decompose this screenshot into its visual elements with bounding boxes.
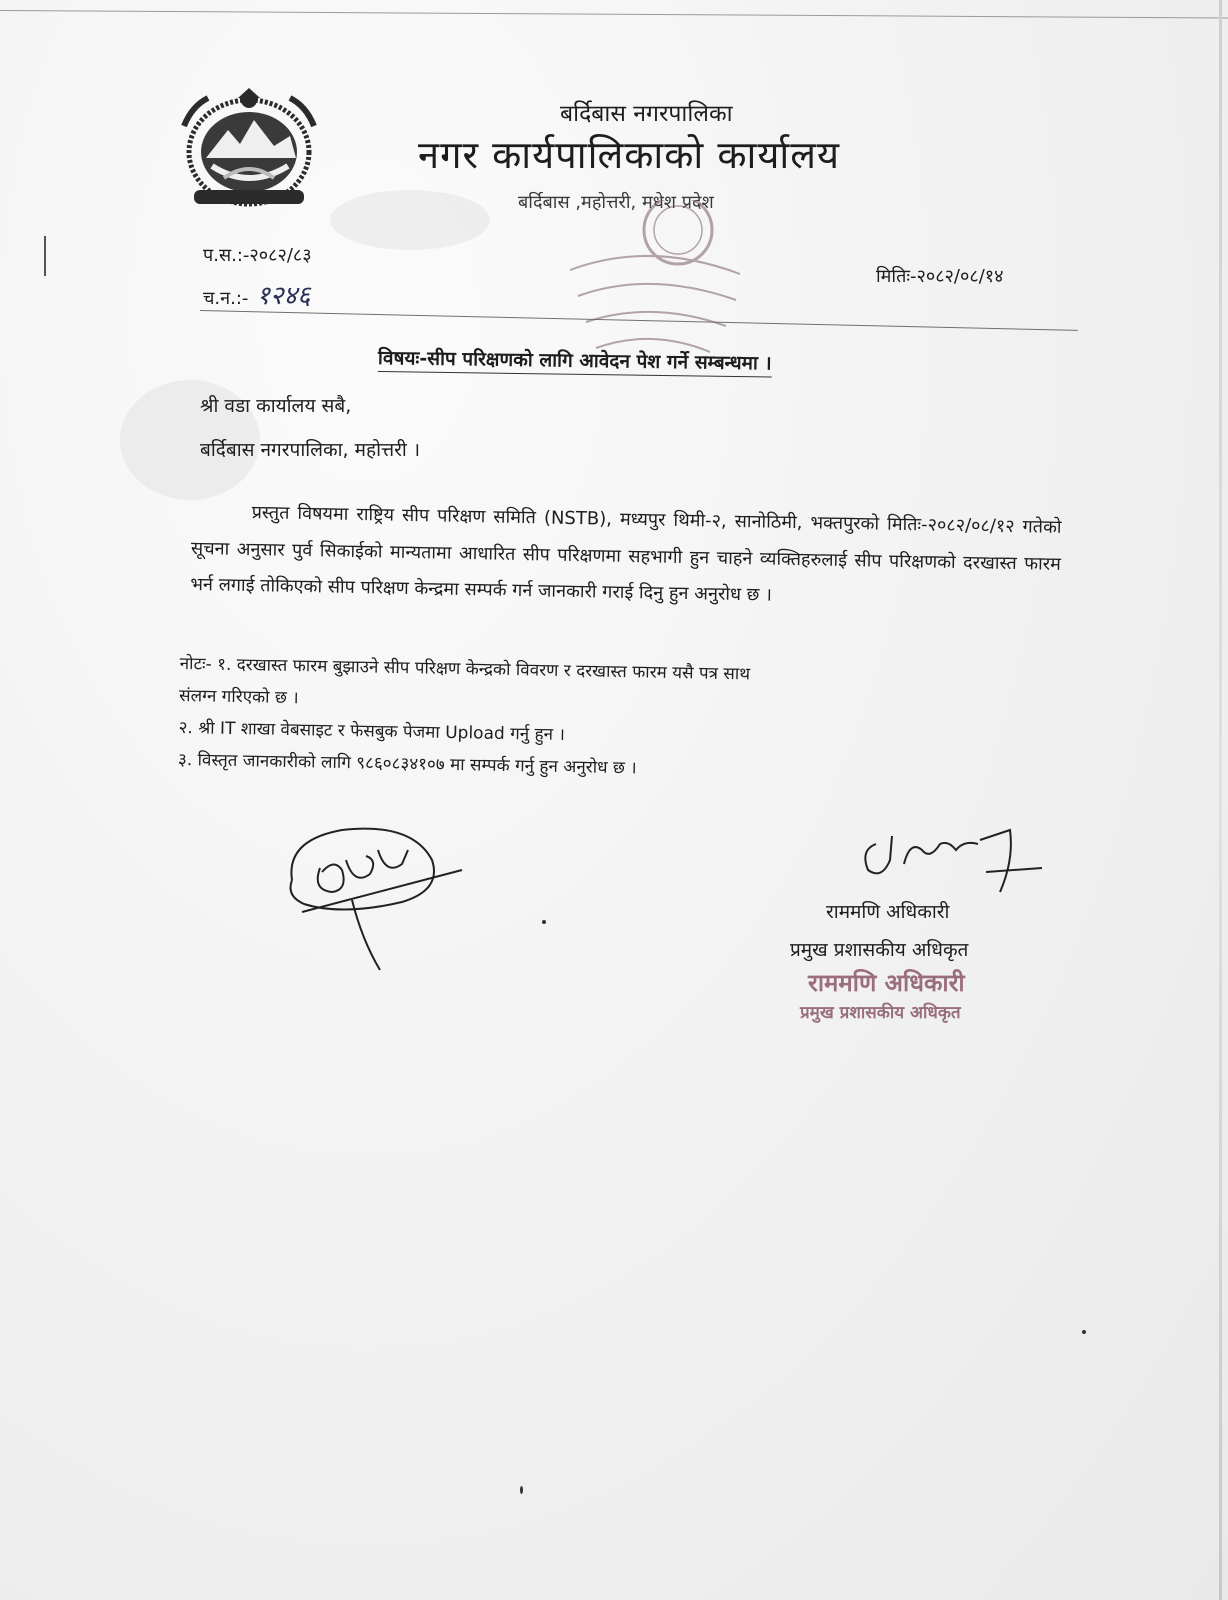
- margin-mark: [44, 236, 46, 276]
- signatory-title: प्रमुख प्रशासकीय अधिकृत: [790, 939, 969, 961]
- top-edge-line: [0, 10, 1228, 19]
- page-edge-shadow: [1219, 0, 1222, 1600]
- letter-date: मितिः-२०८२/०८/१४: [876, 266, 1004, 287]
- officer-signature: [860, 820, 1060, 900]
- recipient-line-2: बर्दिबास नगरपालिका, महोत्तरी ।: [200, 439, 421, 461]
- left-signature: [282, 820, 482, 990]
- paper-smudge: [330, 190, 490, 250]
- title-stamp: प्रमुख प्रशासकीय अधिकृत: [800, 1003, 961, 1023]
- letter-reference-number: प.स.:-२०८२/८३: [203, 245, 312, 266]
- name-stamp: राममणि अधिकारी: [808, 968, 965, 997]
- note-3: ३. विस्तृत जानकारीको लागि ९८६०८३४१०७ मा सम्पर्क गर्नु हुन अनुरोध छ ।: [177, 749, 637, 779]
- office-round-stamp: [560, 200, 770, 370]
- signatory-name: राममणि अधिकारी: [826, 901, 950, 923]
- letter-body: [190, 494, 1062, 619]
- paper-speck: [542, 920, 546, 924]
- dispatch-number: [203, 276, 311, 312]
- paper-speck: [520, 1486, 523, 1494]
- dispatch-label: च.न.:-: [203, 288, 249, 309]
- office-address: बर्दिबास ,महोत्तरी, मधेश प्रदेश: [518, 192, 714, 213]
- nepal-emblem-icon: [178, 86, 320, 214]
- recipient-line-1: श्री वडा कार्यालय सबै,: [200, 395, 352, 417]
- note-1-line-2: संलग्न गरिएको छ ।: [178, 685, 299, 709]
- paper-speck: [1082, 1330, 1086, 1334]
- note-1-line-1: नोटः- १. दरखास्त फारम बुझाउने सीप परिक्षण केन्द्रको विवरण र दरखास्त फारम यसै पत्र साथ: [179, 653, 751, 685]
- letter-body-text: प्रस्तुत विषयमा राष्ट्रिय सीप परिक्षण समिति (NSTB), मध्यपुर थिमी-२, सानोठिमी, भक्तपुरको मितिः-२०८२/०८/१२ गतेको सूचना अनुसार पुर्व सिकाईको मान्यतामा आधारित सीप परिक्षणमा सहभागी हुन चाहने व्यक्तिहरुलाई सीप परिक्षणको दरखास्त फारम भर्न लगाई तोकिएको सीप परिक्षण केन्द्रमा सम्पर्क गर्न जानकारी गराई दिनु हुन अनुरोध छ ।: [190, 502, 1062, 606]
- office-title: नगर कार्यपालिकाको कार्यालय: [418, 133, 841, 177]
- dispatch-number-handwritten: १२४६: [256, 281, 311, 311]
- municipality-name: बर्दिबास नगरपालिका: [560, 101, 733, 127]
- letter-subject: विषयः-सीप परिक्षणको लागि आवेदन पेश गर्ने सम्बन्धमा ।: [378, 344, 772, 377]
- letter-notes: [178, 648, 1060, 792]
- note-2: २. श्री IT शाखा वेबसाइट र फेसबुक पेजमा Upload गर्नु हुन ।: [178, 717, 566, 746]
